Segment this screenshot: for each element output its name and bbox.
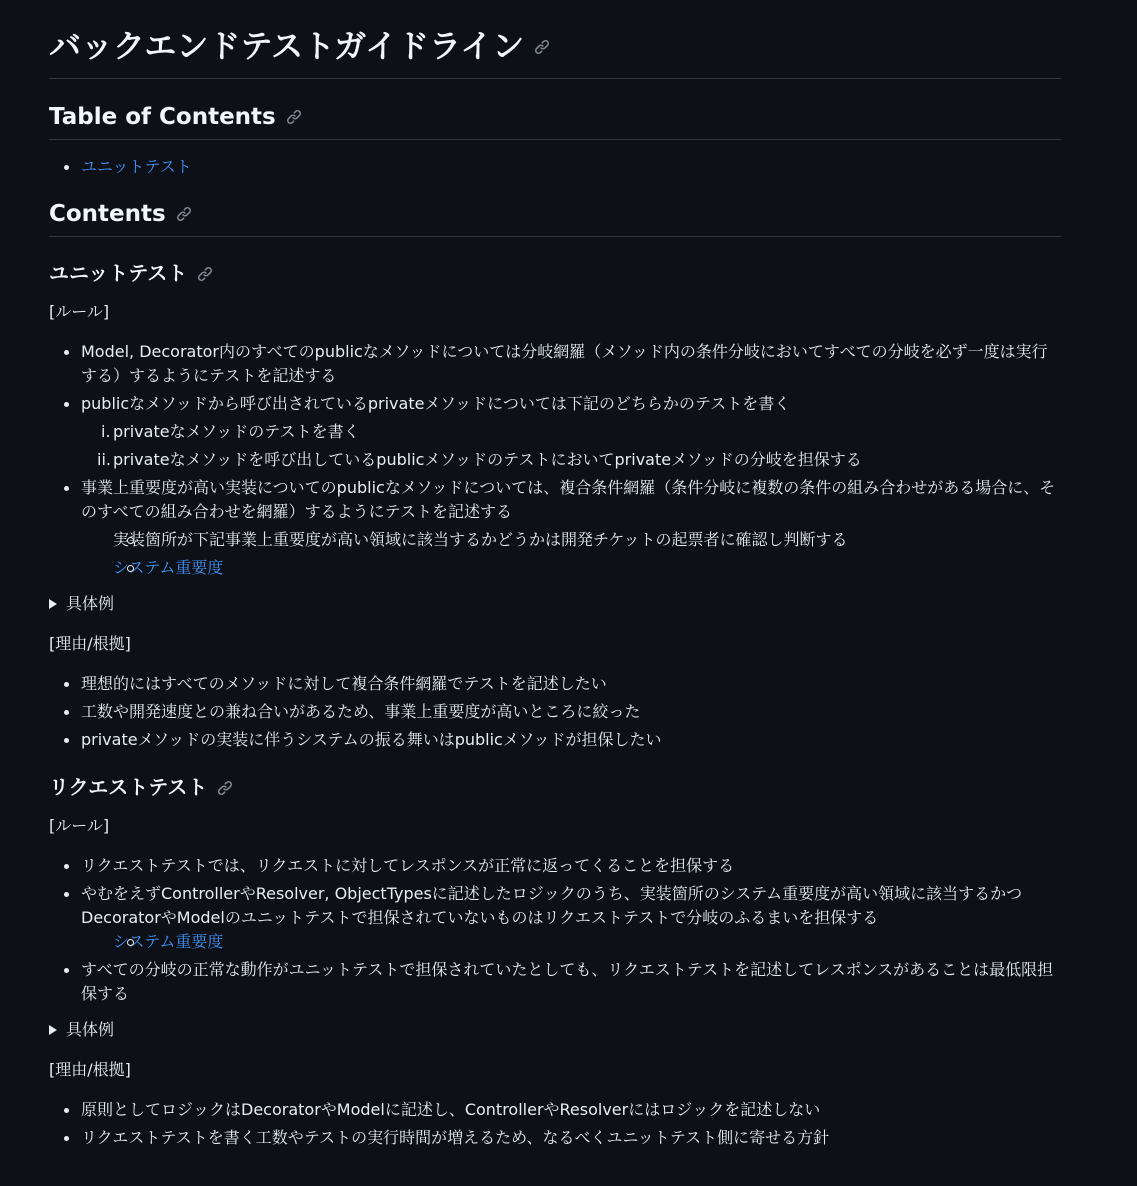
contents-heading-text: Contents <box>49 201 166 227</box>
contents-heading <box>49 198 1061 237</box>
rule-label: [ルール] <box>49 816 110 835</box>
list-item: すべての分岐の正常な動作がユニットテストで担保されていたとしても、リクエストテストを記述してレスポンスがあることは最低限担保する <box>49 958 1061 1006</box>
list-item: 理想的にはすべてのメソッドに対して複合条件網羅でテストを記述したい <box>49 672 1061 696</box>
link-icon[interactable] <box>286 109 302 125</box>
list-item <box>49 476 1061 580</box>
sub-list-item <box>81 528 1061 552</box>
link-icon[interactable] <box>534 39 550 55</box>
toc-link-unit-test[interactable]: ユニットテスト <box>81 157 192 176</box>
example-details[interactable] <box>49 1018 1061 1042</box>
list-item-text: やむをえずControllerやResolver, ObjectTypesに記述したロジックのうち、実装箇所のシステム重要度が高い領域に該当するかつDecoratorやModelのユニットテストで担保されていないものはリクエストテストで分岐のふるまいを担保する <box>81 884 1023 927</box>
rule-label: [ルール] <box>49 302 110 321</box>
numbered-item-marker: ii. <box>97 450 111 469</box>
reason-label: [理由/根拠] <box>49 1060 131 1079</box>
list-item-text: publicなメソッドから呼び出されているprivateメソッドについては下記のどちらかのテストを書く <box>81 394 791 413</box>
unit-test-heading-text: ユニットテスト <box>49 261 188 285</box>
toc-list <box>49 155 1061 179</box>
list-item: 原則としてロジックはDecoratorやModelに記述し、ControllerやResolverにはロジックを記述しない <box>49 1098 1061 1122</box>
list-item: 工数や開発速度との兼ね合いがあるため、事業上重要度が高いところに絞った <box>49 700 1061 724</box>
page-title-text: バックエンドテストガイドライン <box>49 27 525 65</box>
list-item: リクエストテストでは、リクエストに対してレスポンスが正常に返ってくることを担保する <box>49 854 1061 878</box>
request-rules-list <box>49 854 1061 1006</box>
link-icon[interactable] <box>217 780 233 796</box>
unit-rules-list <box>49 340 1061 580</box>
request-reasons-list <box>49 1098 1061 1150</box>
request-test-heading <box>49 772 1061 802</box>
list-item <box>49 392 1061 472</box>
link-icon[interactable] <box>176 206 192 222</box>
list-item: privateメソッドの実装に伴うシステムの振る舞いはpublicメソッドが担保したい <box>49 728 1061 752</box>
list-item: リクエストテストを書く工数やテストの実行時間が増えるため、なるべくユニットテスト側に寄せる方針 <box>49 1126 1061 1150</box>
example-details[interactable] <box>49 592 1061 616</box>
unit-test-heading <box>49 258 1061 288</box>
numbered-item-text: privateなメソッドのテストを書く <box>113 422 360 441</box>
numbered-item <box>81 420 1061 444</box>
toc-item <box>49 155 1061 179</box>
page-title <box>49 0 1061 79</box>
example-summary[interactable]: 具体例 <box>66 594 115 613</box>
list-item: Model, Decorator内のすべてのpublicなメソッドについては分岐網羅（メソッド内の条件分岐においてすべての分岐を必ず一度は実行する）するようにテストを記述する <box>49 340 1061 388</box>
system-importance-link[interactable]: システム重要度 <box>113 932 224 951</box>
numbered-item-marker: i. <box>101 422 111 441</box>
disclosure-triangle-icon[interactable] <box>49 1025 57 1035</box>
sub-list-item <box>81 556 1061 580</box>
list-item-text: 事業上重要度が高い実装についてのpublicなメソッドについては、複合条件網羅（条件分岐に複数の条件の組み合わせがある場合に、そのすべての組み合わせを網羅）するようにテストを記述する <box>81 478 1056 521</box>
sub-list-item <box>81 930 1061 954</box>
toc-heading <box>49 101 1061 140</box>
list-item <box>49 882 1061 954</box>
toc-heading-text: Table of Contents <box>49 104 276 130</box>
link-icon[interactable] <box>197 266 213 282</box>
system-importance-link[interactable]: システム重要度 <box>113 558 224 577</box>
request-test-heading-text: リクエストテスト <box>49 775 208 799</box>
sub-list-item-text: 実装箇所が下記事業上重要度が高い領域に該当するかどうかは開発チケットの起票者に確認し判断する <box>113 530 848 549</box>
example-summary[interactable]: 具体例 <box>66 1020 115 1039</box>
reason-label: [理由/根拠] <box>49 634 131 653</box>
disclosure-triangle-icon[interactable] <box>49 599 57 609</box>
numbered-item-text: privateなメソッドを呼び出しているpublicメソッドのテストにおいてprivateメソッドの分岐を担保する <box>113 450 862 469</box>
numbered-item <box>81 448 1061 472</box>
unit-reasons-list <box>49 672 1061 752</box>
